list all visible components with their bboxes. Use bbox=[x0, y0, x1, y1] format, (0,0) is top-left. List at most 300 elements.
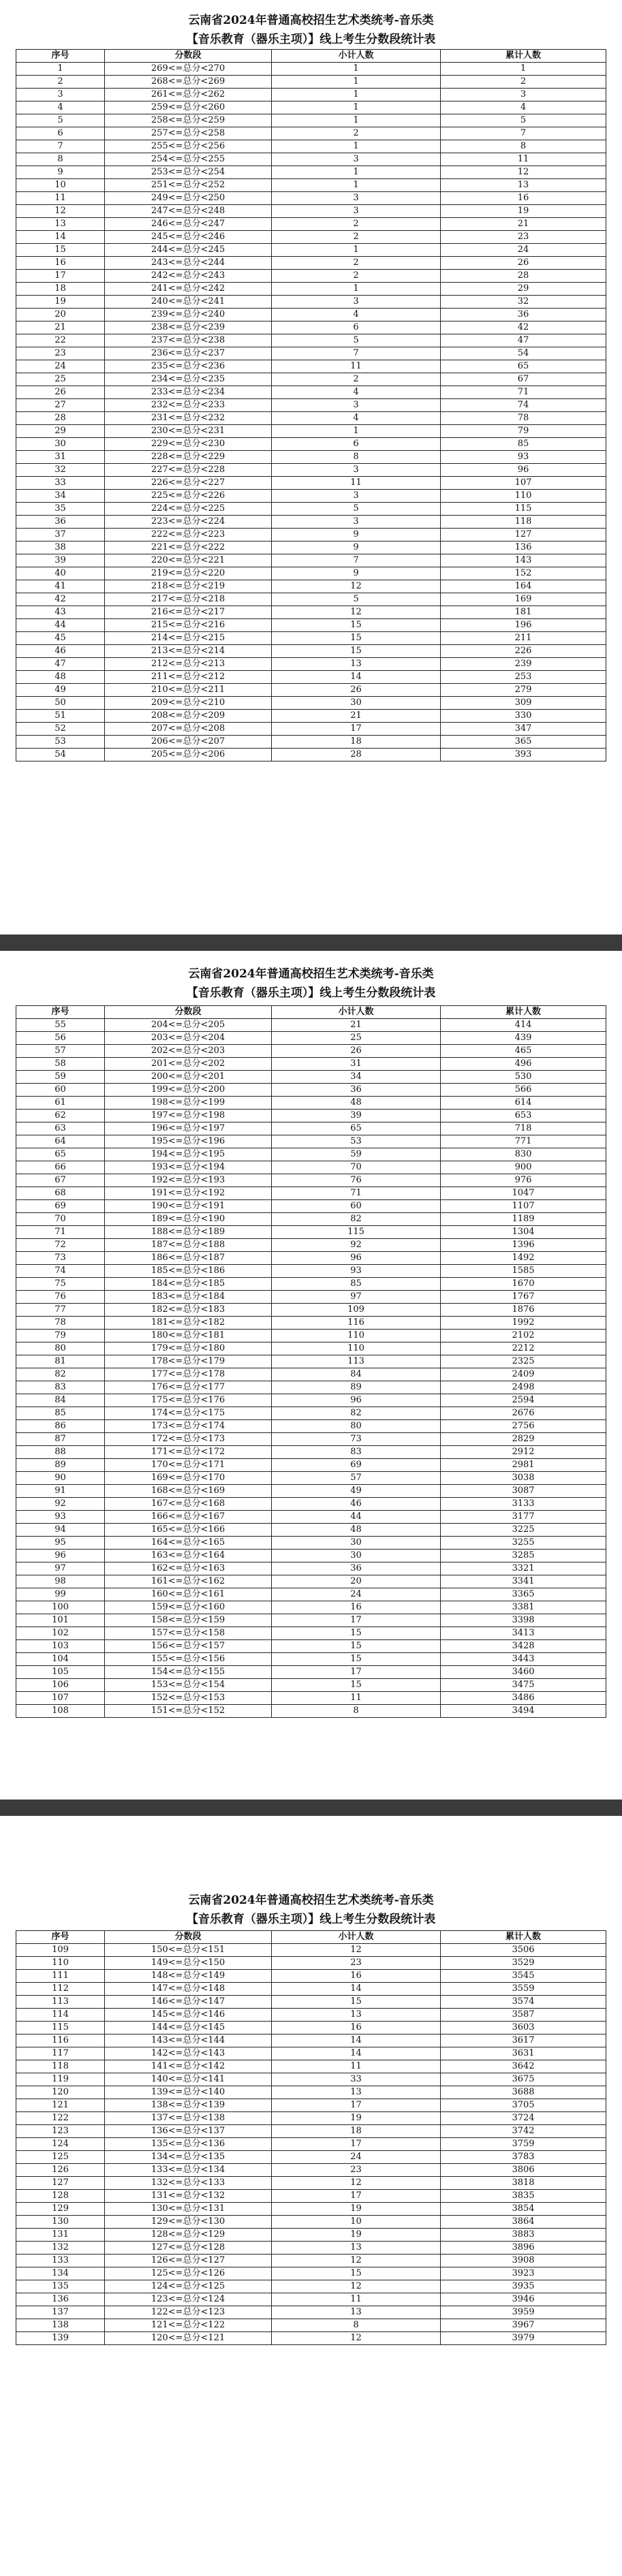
cell-score-range: 162<=总分<163 bbox=[105, 1562, 272, 1575]
cell-cumulative: 279 bbox=[441, 684, 606, 697]
cell-subtotal: 14 bbox=[272, 1983, 441, 1996]
cell-subtotal: 23 bbox=[272, 2164, 441, 2177]
cell-cumulative: 3935 bbox=[441, 2280, 606, 2293]
cell-index: 36 bbox=[16, 516, 105, 529]
cell-index: 49 bbox=[16, 684, 105, 697]
cell-score-range: 150<=总分<151 bbox=[105, 1944, 272, 1957]
table-row bbox=[16, 1640, 606, 1653]
cell-cumulative: 3806 bbox=[441, 2164, 606, 2177]
cell-index: 79 bbox=[16, 1330, 105, 1342]
cell-cumulative: 2912 bbox=[441, 1446, 606, 1459]
cell-index: 61 bbox=[16, 1097, 105, 1110]
cell-index: 116 bbox=[16, 2035, 105, 2047]
cell-cumulative: 3675 bbox=[441, 2073, 606, 2086]
cell-cumulative: 2102 bbox=[441, 1330, 606, 1342]
cell-index: 60 bbox=[16, 1084, 105, 1097]
page-1-header bbox=[0, 11, 622, 49]
table-row bbox=[16, 2112, 606, 2125]
cell-cumulative: 1992 bbox=[441, 1317, 606, 1330]
cell-subtotal: 17 bbox=[272, 2190, 441, 2203]
cell-score-range: 218<=总分<219 bbox=[105, 580, 272, 593]
cell-subtotal: 14 bbox=[272, 2035, 441, 2047]
cell-index: 52 bbox=[16, 723, 105, 736]
table-row bbox=[16, 2216, 606, 2229]
cell-index: 83 bbox=[16, 1381, 105, 1394]
cell-cumulative: 1047 bbox=[441, 1187, 606, 1200]
cell-score-range: 196<=总分<197 bbox=[105, 1122, 272, 1135]
cell-cumulative: 181 bbox=[441, 606, 606, 619]
cell-score-range: 175<=总分<176 bbox=[105, 1394, 272, 1407]
cell-index: 12 bbox=[16, 205, 105, 218]
cell-index: 28 bbox=[16, 412, 105, 425]
cell-subtotal: 5 bbox=[272, 503, 441, 516]
cell-cumulative: 2212 bbox=[441, 1342, 606, 1355]
cell-cumulative: 239 bbox=[441, 658, 606, 671]
header-subtotal: 小计人数 bbox=[272, 50, 441, 63]
table-row bbox=[16, 2060, 606, 2073]
table-row bbox=[16, 2035, 606, 2047]
cell-index: 20 bbox=[16, 309, 105, 321]
cell-score-range: 253<=总分<254 bbox=[105, 166, 272, 179]
cell-cumulative: 21 bbox=[441, 218, 606, 231]
cell-index: 33 bbox=[16, 477, 105, 490]
cell-score-range: 128<=总分<129 bbox=[105, 2229, 272, 2242]
page-1-title: 云南省2024年普通高校招生艺术类统考-音乐类 bbox=[188, 14, 434, 27]
cell-subtotal: 26 bbox=[272, 684, 441, 697]
header-index: 序号 bbox=[16, 1006, 105, 1019]
cell-score-range: 240<=总分<241 bbox=[105, 296, 272, 309]
cell-score-range: 156<=总分<157 bbox=[105, 1640, 272, 1653]
cell-subtotal: 25 bbox=[272, 1032, 441, 1045]
cell-index: 126 bbox=[16, 2164, 105, 2177]
cell-subtotal: 2 bbox=[272, 373, 441, 386]
page-separator-2 bbox=[0, 1800, 622, 1816]
cell-score-range: 235<=总分<236 bbox=[105, 360, 272, 373]
cell-score-range: 192<=总分<193 bbox=[105, 1174, 272, 1187]
table-row bbox=[16, 1019, 606, 1032]
table-row bbox=[16, 127, 606, 140]
cell-cumulative: 3946 bbox=[441, 2293, 606, 2306]
cell-index: 92 bbox=[16, 1498, 105, 1511]
cell-index: 106 bbox=[16, 1679, 105, 1692]
cell-cumulative: 47 bbox=[441, 334, 606, 347]
cell-cumulative: 3642 bbox=[441, 2060, 606, 2073]
cell-score-range: 231<=总分<232 bbox=[105, 412, 272, 425]
table-row bbox=[16, 580, 606, 593]
cell-subtotal: 1 bbox=[272, 425, 441, 438]
cell-score-range: 195<=总分<196 bbox=[105, 1135, 272, 1148]
cell-subtotal: 53 bbox=[272, 1135, 441, 1148]
cell-subtotal: 17 bbox=[272, 723, 441, 736]
cell-subtotal: 109 bbox=[272, 1304, 441, 1317]
cell-cumulative: 12 bbox=[441, 166, 606, 179]
cell-subtotal: 89 bbox=[272, 1381, 441, 1394]
cell-cumulative: 830 bbox=[441, 1148, 606, 1161]
table-row bbox=[16, 1944, 606, 1957]
cell-score-range: 140<=总分<141 bbox=[105, 2073, 272, 2086]
cell-score-range: 201<=总分<202 bbox=[105, 1058, 272, 1071]
table-row bbox=[16, 1627, 606, 1640]
cell-subtotal: 13 bbox=[272, 2009, 441, 2022]
cell-cumulative: 16 bbox=[441, 192, 606, 205]
cell-subtotal: 2 bbox=[272, 218, 441, 231]
table-row bbox=[16, 503, 606, 516]
cell-index: 15 bbox=[16, 244, 105, 257]
cell-cumulative: 152 bbox=[441, 567, 606, 580]
cell-index: 42 bbox=[16, 593, 105, 606]
cell-subtotal: 11 bbox=[272, 2293, 441, 2306]
table-row bbox=[16, 205, 606, 218]
cell-subtotal: 13 bbox=[272, 658, 441, 671]
cell-index: 93 bbox=[16, 1511, 105, 1524]
page-3 bbox=[0, 1816, 622, 2576]
cell-score-range: 228<=总分<229 bbox=[105, 451, 272, 464]
cell-subtotal: 57 bbox=[272, 1472, 441, 1485]
table-row bbox=[16, 360, 606, 373]
cell-subtotal: 65 bbox=[272, 1122, 441, 1135]
header-cumulative: 累计人数 bbox=[441, 50, 606, 63]
cell-index: 1 bbox=[16, 63, 105, 76]
cell-subtotal: 93 bbox=[272, 1265, 441, 1278]
cell-index: 128 bbox=[16, 2190, 105, 2203]
cell-score-range: 157<=总分<158 bbox=[105, 1627, 272, 1640]
cell-subtotal: 24 bbox=[272, 1588, 441, 1601]
table-row bbox=[16, 1161, 606, 1174]
cell-cumulative: 465 bbox=[441, 1045, 606, 1058]
cell-subtotal: 6 bbox=[272, 321, 441, 334]
cell-subtotal: 21 bbox=[272, 710, 441, 723]
cell-index: 110 bbox=[16, 1957, 105, 1970]
cell-cumulative: 3559 bbox=[441, 1983, 606, 1996]
cell-subtotal: 1 bbox=[272, 101, 441, 114]
table-row bbox=[16, 1433, 606, 1446]
cell-cumulative: 3038 bbox=[441, 1472, 606, 1485]
cell-index: 11 bbox=[16, 192, 105, 205]
cell-index: 34 bbox=[16, 490, 105, 503]
table-row bbox=[16, 1575, 606, 1588]
cell-index: 13 bbox=[16, 218, 105, 231]
cell-index: 70 bbox=[16, 1213, 105, 1226]
table-row bbox=[16, 347, 606, 360]
cell-subtotal: 96 bbox=[272, 1394, 441, 1407]
cell-score-range: 242<=总分<243 bbox=[105, 270, 272, 283]
cell-score-range: 170<=总分<171 bbox=[105, 1459, 272, 1472]
cell-score-range: 222<=总分<223 bbox=[105, 529, 272, 541]
cell-score-range: 217<=总分<218 bbox=[105, 593, 272, 606]
table-row bbox=[16, 749, 606, 761]
cell-score-range: 122<=总分<123 bbox=[105, 2306, 272, 2319]
cell-index: 4 bbox=[16, 101, 105, 114]
table-row bbox=[16, 321, 606, 334]
cell-cumulative: 653 bbox=[441, 1110, 606, 1122]
cell-score-range: 136<=总分<137 bbox=[105, 2125, 272, 2138]
cell-cumulative: 65 bbox=[441, 360, 606, 373]
cell-cumulative: 93 bbox=[441, 451, 606, 464]
table-row bbox=[16, 1679, 606, 1692]
cell-index: 27 bbox=[16, 399, 105, 412]
cell-index: 41 bbox=[16, 580, 105, 593]
cell-cumulative: 164 bbox=[441, 580, 606, 593]
cell-score-range: 199<=总分<200 bbox=[105, 1084, 272, 1097]
cell-cumulative: 3475 bbox=[441, 1679, 606, 1692]
cell-subtotal: 80 bbox=[272, 1420, 441, 1433]
cell-index: 102 bbox=[16, 1627, 105, 1640]
table-row bbox=[16, 412, 606, 425]
cell-subtotal: 24 bbox=[272, 2151, 441, 2164]
cell-index: 38 bbox=[16, 541, 105, 554]
cell-score-range: 236<=总分<237 bbox=[105, 347, 272, 360]
cell-cumulative: 365 bbox=[441, 736, 606, 749]
cell-index: 47 bbox=[16, 658, 105, 671]
table-row bbox=[16, 140, 606, 153]
cell-score-range: 227<=总分<228 bbox=[105, 464, 272, 477]
cell-score-range: 193<=总分<194 bbox=[105, 1161, 272, 1174]
cell-subtotal: 26 bbox=[272, 1045, 441, 1058]
cell-index: 59 bbox=[16, 1071, 105, 1084]
cell-cumulative: 110 bbox=[441, 490, 606, 503]
table-row bbox=[16, 2332, 606, 2345]
cell-subtotal: 110 bbox=[272, 1330, 441, 1342]
cell-score-range: 172<=总分<173 bbox=[105, 1433, 272, 1446]
cell-cumulative: 2594 bbox=[441, 1394, 606, 1407]
table-row bbox=[16, 2267, 606, 2280]
cell-cumulative: 3341 bbox=[441, 1575, 606, 1588]
table-row bbox=[16, 1304, 606, 1317]
cell-subtotal: 97 bbox=[272, 1291, 441, 1304]
cell-subtotal: 14 bbox=[272, 2047, 441, 2060]
cell-score-range: 151<=总分<152 bbox=[105, 1705, 272, 1718]
table-row bbox=[16, 2138, 606, 2151]
cell-cumulative: 2829 bbox=[441, 1433, 606, 1446]
table-row bbox=[16, 1705, 606, 1718]
table-row bbox=[16, 1614, 606, 1627]
cell-cumulative: 439 bbox=[441, 1032, 606, 1045]
cell-cumulative: 2981 bbox=[441, 1459, 606, 1472]
table-row bbox=[16, 658, 606, 671]
cell-index: 135 bbox=[16, 2280, 105, 2293]
table-row bbox=[16, 477, 606, 490]
table-row bbox=[16, 334, 606, 347]
cell-score-range: 173<=总分<174 bbox=[105, 1420, 272, 1433]
cell-subtotal: 44 bbox=[272, 1511, 441, 1524]
table-row bbox=[16, 1524, 606, 1537]
cell-index: 22 bbox=[16, 334, 105, 347]
cell-subtotal: 23 bbox=[272, 1957, 441, 1970]
table-row bbox=[16, 1122, 606, 1135]
cell-cumulative: 96 bbox=[441, 464, 606, 477]
cell-score-range: 214<=总分<215 bbox=[105, 632, 272, 645]
table-row bbox=[16, 567, 606, 580]
table-row bbox=[16, 1355, 606, 1368]
cell-subtotal: 96 bbox=[272, 1252, 441, 1265]
cell-index: 94 bbox=[16, 1524, 105, 1537]
cell-cumulative: 3631 bbox=[441, 2047, 606, 2060]
cell-index: 107 bbox=[16, 1692, 105, 1705]
cell-score-range: 129<=总分<130 bbox=[105, 2216, 272, 2229]
cell-cumulative: 2325 bbox=[441, 1355, 606, 1368]
cell-subtotal: 116 bbox=[272, 1317, 441, 1330]
table-row bbox=[16, 1601, 606, 1614]
cell-subtotal: 14 bbox=[272, 671, 441, 684]
header-index: 序号 bbox=[16, 1931, 105, 1944]
cell-cumulative: 24 bbox=[441, 244, 606, 257]
table-row bbox=[16, 619, 606, 632]
table-row bbox=[16, 554, 606, 567]
cell-index: 77 bbox=[16, 1304, 105, 1317]
table-row bbox=[16, 710, 606, 723]
cell-score-range: 181<=总分<182 bbox=[105, 1317, 272, 1330]
cell-subtotal: 36 bbox=[272, 1562, 441, 1575]
table-row bbox=[16, 2086, 606, 2099]
table-row bbox=[16, 270, 606, 283]
cell-cumulative: 4 bbox=[441, 101, 606, 114]
table-row bbox=[16, 2164, 606, 2177]
table-row bbox=[16, 1252, 606, 1265]
cell-index: 55 bbox=[16, 1019, 105, 1032]
cell-subtotal: 19 bbox=[272, 2203, 441, 2216]
cell-subtotal: 17 bbox=[272, 1666, 441, 1679]
cell-score-range: 159<=总分<160 bbox=[105, 1601, 272, 1614]
cell-subtotal: 12 bbox=[272, 2332, 441, 2345]
cell-index: 134 bbox=[16, 2267, 105, 2280]
cell-score-range: 171<=总分<172 bbox=[105, 1446, 272, 1459]
cell-index: 24 bbox=[16, 360, 105, 373]
cell-subtotal: 70 bbox=[272, 1161, 441, 1174]
cell-subtotal: 82 bbox=[272, 1213, 441, 1226]
cell-cumulative: 1492 bbox=[441, 1252, 606, 1265]
cell-cumulative: 85 bbox=[441, 438, 606, 451]
cell-cumulative: 136 bbox=[441, 541, 606, 554]
cell-cumulative: 5 bbox=[441, 114, 606, 127]
cell-index: 132 bbox=[16, 2242, 105, 2255]
cell-score-range: 161<=总分<162 bbox=[105, 1575, 272, 1588]
cell-index: 17 bbox=[16, 270, 105, 283]
cell-subtotal: 1 bbox=[272, 89, 441, 101]
cell-cumulative: 67 bbox=[441, 373, 606, 386]
cell-score-range: 125<=总分<126 bbox=[105, 2267, 272, 2280]
cell-score-range: 232<=总分<233 bbox=[105, 399, 272, 412]
cell-score-range: 204<=总分<205 bbox=[105, 1019, 272, 1032]
cell-cumulative: 1767 bbox=[441, 1291, 606, 1304]
cell-score-range: 149<=总分<150 bbox=[105, 1957, 272, 1970]
cell-subtotal: 13 bbox=[272, 2086, 441, 2099]
cell-index: 87 bbox=[16, 1433, 105, 1446]
table-row bbox=[16, 1097, 606, 1110]
table-row bbox=[16, 1588, 606, 1601]
cell-subtotal: 21 bbox=[272, 1019, 441, 1032]
cell-index: 76 bbox=[16, 1291, 105, 1304]
table-row bbox=[16, 114, 606, 127]
table-row bbox=[16, 451, 606, 464]
cell-cumulative: 3460 bbox=[441, 1666, 606, 1679]
cell-index: 82 bbox=[16, 1368, 105, 1381]
cell-index: 58 bbox=[16, 1058, 105, 1071]
cell-subtotal: 4 bbox=[272, 412, 441, 425]
table-row bbox=[16, 1110, 606, 1122]
cell-cumulative: 1304 bbox=[441, 1226, 606, 1239]
cell-score-range: 241<=总分<242 bbox=[105, 283, 272, 296]
cell-score-range: 251<=总分<252 bbox=[105, 179, 272, 192]
cell-score-range: 202<=总分<203 bbox=[105, 1045, 272, 1058]
cell-score-range: 205<=总分<206 bbox=[105, 749, 272, 761]
cell-index: 103 bbox=[16, 1640, 105, 1653]
cell-score-range: 131<=总分<132 bbox=[105, 2190, 272, 2203]
table-row bbox=[16, 2293, 606, 2306]
cell-index: 86 bbox=[16, 1420, 105, 1433]
cell-score-range: 239<=总分<240 bbox=[105, 309, 272, 321]
cell-score-range: 244<=总分<245 bbox=[105, 244, 272, 257]
cell-subtotal: 7 bbox=[272, 347, 441, 360]
cell-cumulative: 3494 bbox=[441, 1705, 606, 1718]
table-row bbox=[16, 373, 606, 386]
table-row bbox=[16, 1265, 606, 1278]
table-row bbox=[16, 1187, 606, 1200]
table-row bbox=[16, 1692, 606, 1705]
cell-score-range: 174<=总分<175 bbox=[105, 1407, 272, 1420]
table-row bbox=[16, 101, 606, 114]
cell-score-range: 142<=总分<143 bbox=[105, 2047, 272, 2060]
cell-index: 111 bbox=[16, 1970, 105, 1983]
cell-subtotal: 15 bbox=[272, 645, 441, 658]
table-row bbox=[16, 1058, 606, 1071]
cell-cumulative: 3177 bbox=[441, 1511, 606, 1524]
cell-index: 45 bbox=[16, 632, 105, 645]
cell-index: 23 bbox=[16, 347, 105, 360]
cell-score-range: 176<=总分<177 bbox=[105, 1381, 272, 1394]
table-row bbox=[16, 723, 606, 736]
cell-index: 120 bbox=[16, 2086, 105, 2099]
cell-score-range: 166<=总分<167 bbox=[105, 1511, 272, 1524]
table-row bbox=[16, 1996, 606, 2009]
cell-score-range: 268<=总分<269 bbox=[105, 76, 272, 89]
cell-score-range: 269<=总分<270 bbox=[105, 63, 272, 76]
page-2-title: 云南省2024年普通高校招生艺术类统考-音乐类 bbox=[188, 967, 434, 981]
cell-subtotal: 18 bbox=[272, 736, 441, 749]
cell-index: 101 bbox=[16, 1614, 105, 1627]
cell-subtotal: 19 bbox=[272, 2112, 441, 2125]
cell-index: 81 bbox=[16, 1355, 105, 1368]
table-row bbox=[16, 2125, 606, 2138]
cell-cumulative: 3443 bbox=[441, 1653, 606, 1666]
cell-score-range: 194<=总分<195 bbox=[105, 1148, 272, 1161]
cell-score-range: 132<=总分<133 bbox=[105, 2177, 272, 2190]
cell-score-range: 245<=总分<246 bbox=[105, 231, 272, 244]
page-2-header bbox=[0, 964, 622, 1003]
cell-index: 78 bbox=[16, 1317, 105, 1330]
cell-cumulative: 74 bbox=[441, 399, 606, 412]
cell-index: 26 bbox=[16, 386, 105, 399]
cell-index: 136 bbox=[16, 2293, 105, 2306]
cell-index: 67 bbox=[16, 1174, 105, 1187]
cell-index: 108 bbox=[16, 1705, 105, 1718]
table-row bbox=[16, 244, 606, 257]
cell-index: 56 bbox=[16, 1032, 105, 1045]
cell-score-range: 182<=总分<183 bbox=[105, 1304, 272, 1317]
table-row bbox=[16, 1666, 606, 1679]
cell-score-range: 229<=总分<230 bbox=[105, 438, 272, 451]
cell-subtotal: 2 bbox=[272, 127, 441, 140]
cell-index: 80 bbox=[16, 1342, 105, 1355]
table-row bbox=[16, 1291, 606, 1304]
table-row bbox=[16, 2022, 606, 2035]
table-row bbox=[16, 257, 606, 270]
cell-cumulative: 42 bbox=[441, 321, 606, 334]
cell-cumulative: 3486 bbox=[441, 1692, 606, 1705]
cell-subtotal: 1 bbox=[272, 63, 441, 76]
cell-score-range: 249<=总分<250 bbox=[105, 192, 272, 205]
cell-index: 64 bbox=[16, 1135, 105, 1148]
cell-cumulative: 3742 bbox=[441, 2125, 606, 2138]
